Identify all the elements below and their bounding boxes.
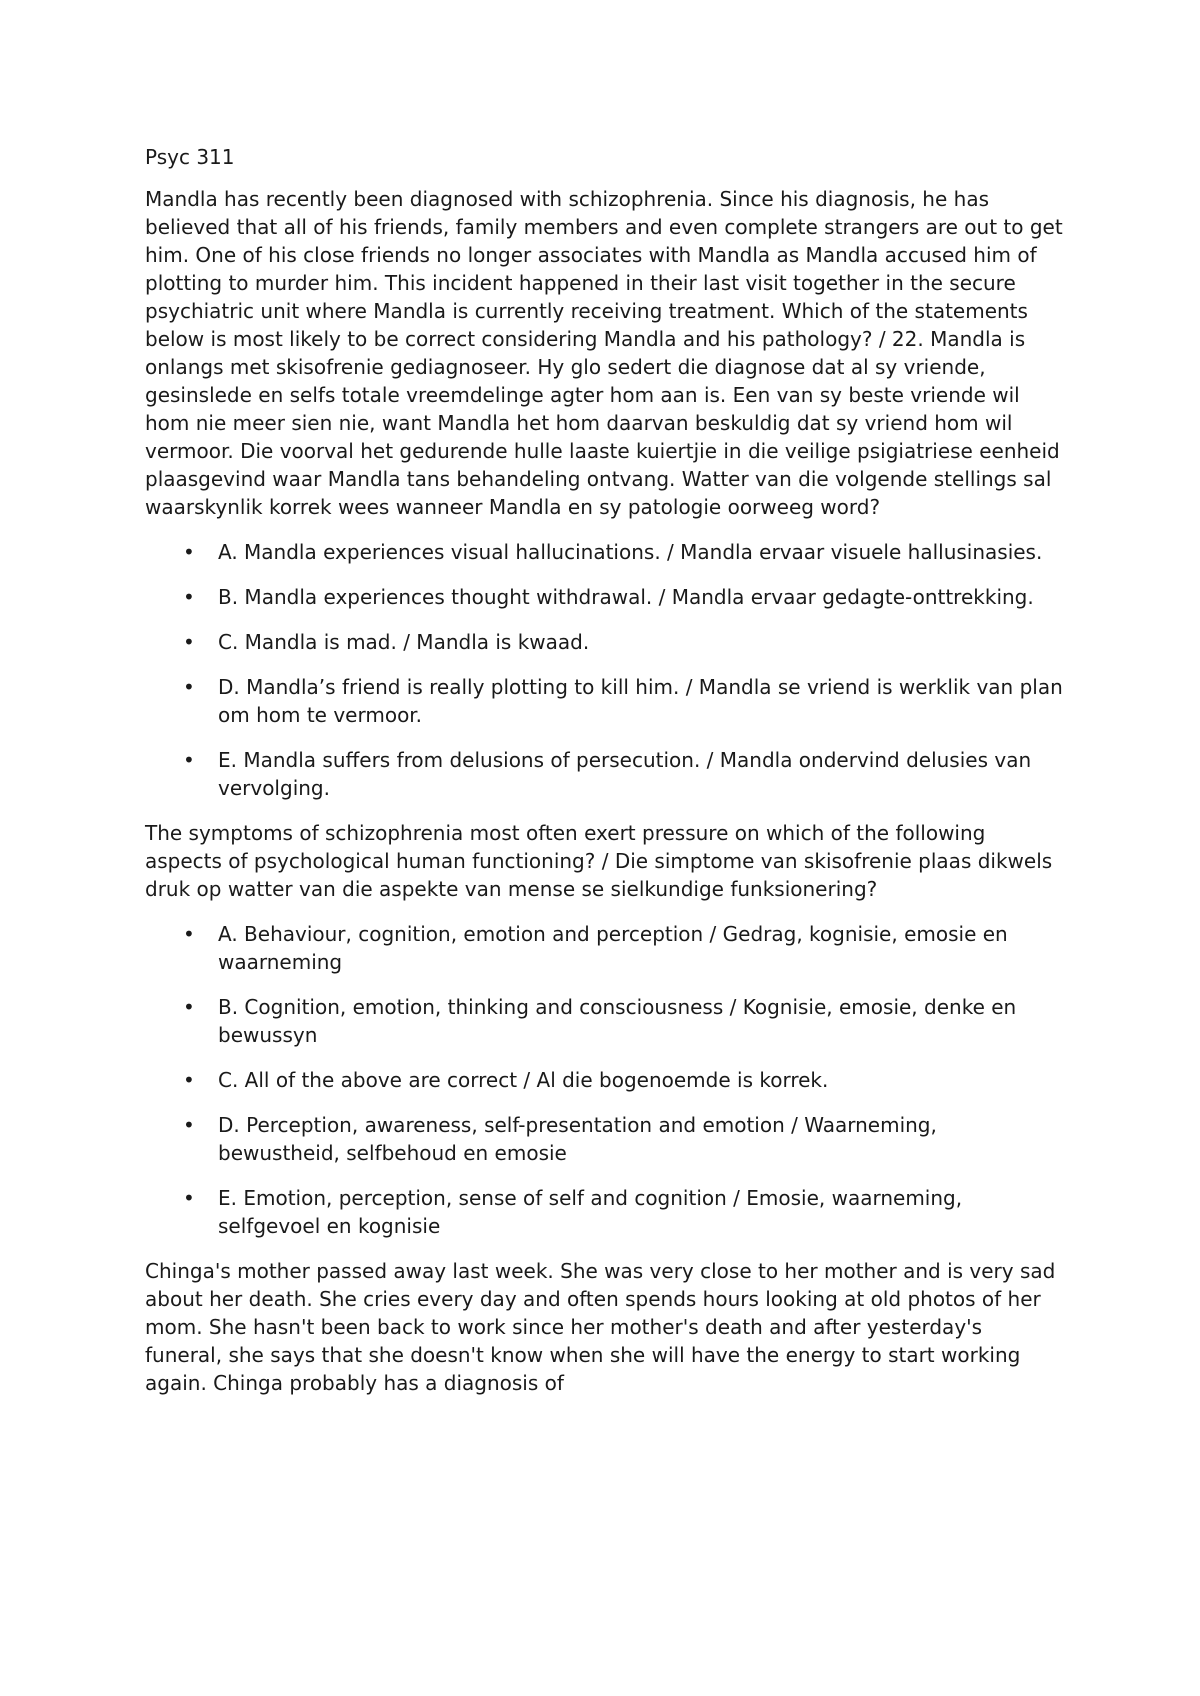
question-2-options xyxy=(145,920,1065,1240)
question-1-option-a xyxy=(145,538,1065,566)
question-1-option-c xyxy=(145,628,1065,656)
question-2-option-e xyxy=(145,1184,1065,1240)
option-text: A. Behaviour, cognition, emotion and perception / Gedrag, kognisie, emosie en waarneming xyxy=(218,922,1008,974)
document-page xyxy=(145,143,1065,1414)
option-text: B. Cognition, emotion, thinking and consciousness / Kognisie, emosie, denke en bewussyn xyxy=(218,995,1017,1047)
question-2-option-d xyxy=(145,1111,1065,1167)
question-1-option-e xyxy=(145,746,1065,802)
option-text: C. Mandla is mad. / Mandla is kwaad. xyxy=(218,630,590,654)
bullet-icon: • xyxy=(183,540,195,564)
question-1-stem: Mandla has recently been diagnosed with schizophrenia. Since his diagnosis, he has believed that all of his friends, family members and even complete strangers are out to get him. One of his close friends no longer associates with Mandla as Mandla accused him of plotting to murder him. This incident happened in their last visit together in the secure psychiatric unit where Mandla is currently receiving treatment. Which of the statements below is most likely to be correct considering Mandla and his pathology? / 22. Mandla is onlangs met skisofrenie gediagnoseer. Hy glo sedert die diagnose dat al sy vriende, gesinslede en selfs totale vreemdelinge agter hom aan is. Een van sy beste vriende wil hom nie meer sien nie, want Mandla het hom daarvan beskuldig dat sy vriend hom wil vermoor. Die voorval het gedurende hulle laaste kuiertjie in die veilige psigiatriese eenheid plaasgevind waar Mandla tans behandeling ontvang. Watter van die volgende stellings sal waarskynlik korrek wees wanneer Mandla en sy patologie oorweeg word? xyxy=(145,187,1063,519)
question-2-option-a xyxy=(145,920,1065,976)
bullet-icon: • xyxy=(183,630,195,654)
option-text: E. Emotion, perception, sense of self and cognition / Emosie, waarneming, selfgevoel en kognisie xyxy=(218,1186,963,1238)
question-1-option-b xyxy=(145,583,1065,611)
option-text: E. Mandla suffers from delusions of persecution. / Mandla ondervind delusies van vervolging. xyxy=(218,748,1032,800)
question-1-option-d xyxy=(145,673,1065,729)
bullet-icon: • xyxy=(183,1068,195,1092)
option-text: D. Perception, awareness, self-presentation and emotion / Waarneming, bewustheid, selfbehoud en emosie xyxy=(218,1113,937,1165)
question-2-option-c xyxy=(145,1066,1065,1094)
option-text: A. Mandla experiences visual hallucinations. / Mandla ervaar visuele hallusinasies. xyxy=(218,540,1043,564)
course-code: Psyc 311 xyxy=(145,145,235,169)
question-2-stem: The symptoms of schizophrenia most often exert pressure on which of the following aspects of psychological human functioning? / Die simptome van skisofrenie plaas dikwels druk op watter van die aspekte van mense se sielkundige funksionering? xyxy=(145,821,1053,901)
question-3-stem: Chinga's mother passed away last week. She was very close to her mother and is very sad about her death. She cries every day and often spends hours looking at old photos of her mom. She hasn't been back to work since her mother's death and after yesterday's funeral, she says that she doesn't know when she will have the energy to start working again. Chinga probably has a diagnosis of xyxy=(145,1259,1056,1395)
bullet-icon: • xyxy=(183,748,195,772)
option-text: B. Mandla experiences thought withdrawal. / Mandla ervaar gedagte-onttrekking. xyxy=(218,585,1034,609)
bullet-icon: • xyxy=(183,1186,195,1210)
bullet-icon: • xyxy=(183,675,195,699)
question-2-option-b xyxy=(145,993,1065,1049)
option-text: C. All of the above are correct / Al die bogenoemde is korrek. xyxy=(218,1068,829,1092)
bullet-icon: • xyxy=(183,922,195,946)
option-text: D. Mandla’s friend is really plotting to kill him. / Mandla se vriend is werklik van plan om hom te vermoor. xyxy=(218,675,1063,727)
bullet-icon: • xyxy=(183,1113,195,1137)
bullet-icon: • xyxy=(183,585,195,609)
bullet-icon: • xyxy=(183,995,195,1019)
question-1-options xyxy=(145,538,1065,802)
